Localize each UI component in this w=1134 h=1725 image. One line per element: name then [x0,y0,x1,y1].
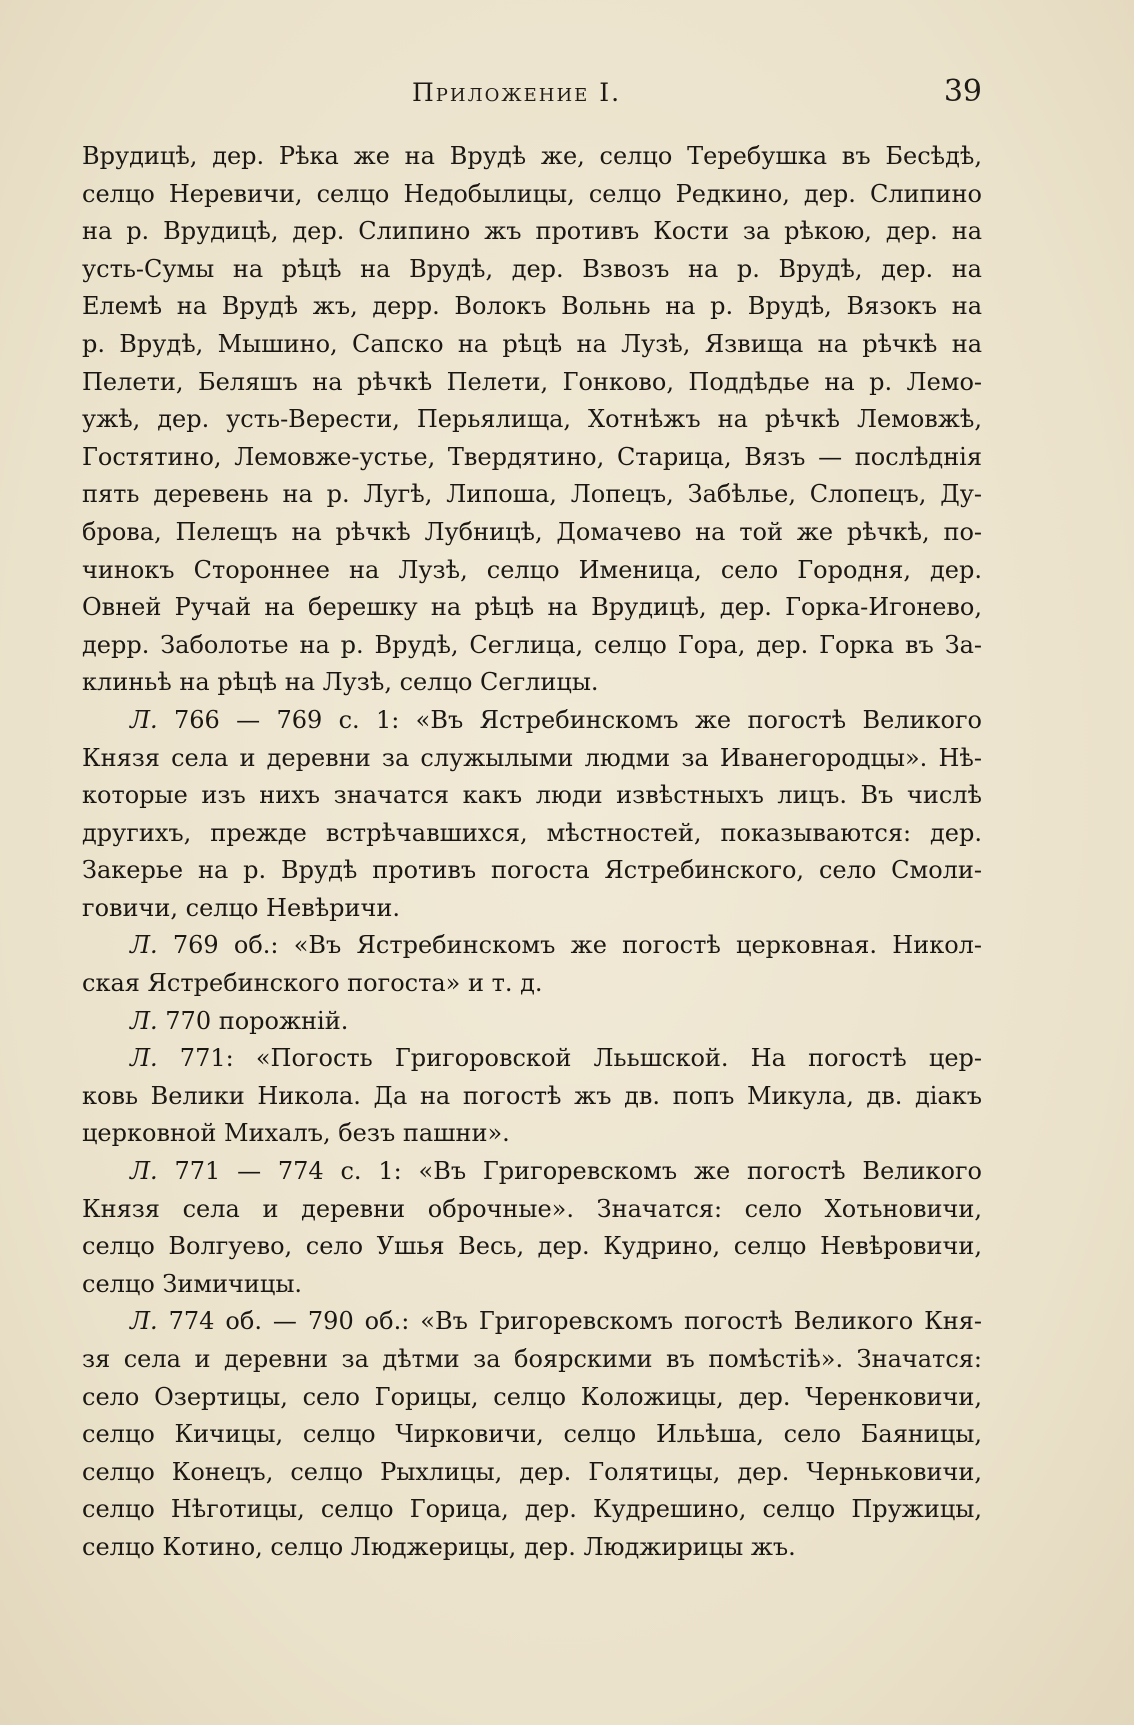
text-line: Овней Ручай на берешку на рѣцѣ на Врудицѣ, дер. Горка-Игонево, [82,593,982,622]
text-line: селцо Волгуево, село Ушья Весь, дер. Кудрино, селцо Невѣровичи, [82,1232,982,1261]
text-line: Пелети, Беляшъ на рѣчкѣ Пелети, Гонково, Поддѣдье на р. Лемо- [82,367,982,396]
text-line: Князя села и деревни за служылыми людми за Иванегородцы». Нѣ- [82,743,982,772]
text-line: ская Ястребинского погоста» и т. д. [82,969,543,998]
text-line-content: 771 — 774 с. 1: «Въ Григоревскомъ же погостѣ Великого [157,1157,982,1186]
page-number: 39 [943,74,982,109]
sheet-reference: Л. [130,1044,158,1073]
text-line: селцо Котино, селцо Люджерицы, дер. Люджирицы жъ. [82,1532,796,1561]
text-line: Гостятино, Лемовже-устье, Твердятино, Старица, Вязъ — послѣднія [82,442,982,471]
text-line: ужѣ, дер. усть-Верести, Перьялища, Хотнѣжъ на рѣчкѣ Лемовжѣ, [82,405,982,434]
paragraph [82,927,982,1002]
text-line: другихъ, прежде встрѣчавшихся, мѣстностей, показываются: дер. [82,818,982,847]
text-line: клиньѣ на рѣцѣ на Лузѣ, селцо Сеглицы. [82,668,599,697]
text-line-content: 769 об.: «Въ Ястребинскомъ же погостѣ церковная. Никол- [157,931,982,960]
text-line: дерр. Заболотье на р. Врудѣ, Сеглица, селцо Гора, дер. Горка въ За- [82,630,982,659]
text-line: зя села и деревни за дѣтми за боярскими въ помѣстіѣ». Значатся: [82,1345,982,1373]
paragraph [82,1003,982,1041]
text-line: усть-Сумы на рѣцѣ на Врудѣ, дер. Взвозъ на р. Врудѣ, дер. на [82,254,982,283]
sheet-reference: Л. [130,705,158,734]
text-line-content: 774 об. — 790 об.: «Въ Григоревскомъ погостѣ Великого Кня- [157,1307,982,1336]
text-line: чинокъ Стороннее на Лузѣ, селцо Именица, село Городня, дер. [82,555,982,584]
text-line: селцо Конецъ, селцо Рыхлицы, дер. Голятицы, дер. Черньковичи, [82,1457,982,1486]
paragraph [82,138,982,702]
text-line: церковной Михалъ, безъ пашни». [82,1119,510,1148]
text-line: Врудицѣ, дер. Рѣка же на Врудѣ же, селцо Теребушка въ Бесѣдѣ, [82,142,982,170]
sheet-reference: Л. [130,931,158,960]
text-line: селцо Неревичи, селцо Недобылицы, селцо Редкино, дер. Слипино [82,179,982,208]
text-line-content: 770 порожній. [157,1006,349,1035]
text-line: селцо Нѣготицы, селцо Горица, дер. Кудрешино, селцо Пружицы, [82,1495,982,1524]
text-line: Князя села и деревни оброчные». Значатся: село Хотьновичи, [82,1194,982,1223]
text-line: брова, Пелещъ на рѣчкѣ Лубницѣ, Домачево на той же рѣчкѣ, по- [82,517,982,546]
text-line: Елемѣ на Врудѣ жъ, дерр. Волокъ Вольнь на р. Врудѣ, Вязокъ на [82,292,982,321]
text-line-content: 766 — 769 с. 1: «Въ Ястребинскомъ же погостѣ Великого [157,705,982,734]
paragraph [82,1153,982,1303]
text-line: село Озертицы, село Горицы, селцо Коложицы, дер. Черенковичи, [82,1382,982,1411]
paragraph [82,702,982,928]
text-line: которые изъ нихъ значатся какъ люди извѣстныхъ лицъ. Въ числѣ [82,781,982,810]
text-line [82,1040,982,1078]
text-line [82,702,982,740]
sheet-reference: Л. [130,1006,158,1035]
text-line [82,1153,982,1191]
sheet-reference: Л. [130,1157,158,1186]
text-line: селцо Кичицы, селцо Чирковичи, селцо Ильѣша, село Баяницы, [82,1420,982,1449]
text-line [82,1303,982,1341]
text-line: на р. Врудицѣ, дер. Слипино жъ противъ Кости за рѣкою, дер. на [82,217,982,246]
running-title: Приложение I. [412,78,622,107]
text-line: Закерье на р. Врудѣ противъ погоста Ястребинского, село Смоли- [82,856,982,885]
text-line: р. Врудѣ, Мышино, Сапско на рѣцѣ на Лузѣ, Язвища на рѣчкѣ на [82,329,982,358]
page-header [82,74,982,118]
paragraph [82,1040,982,1153]
text-line [82,1003,982,1041]
text-line-content: 771: «Погость Григоровской Лььшской. На погостѣ цер- [157,1044,982,1073]
text-line [82,927,982,965]
paragraph [82,1303,982,1566]
text-line: селцо Зимичицы. [82,1269,303,1298]
body-text [82,138,982,1567]
text-line: пять деревень на р. Лугѣ, Липоша, Лопецъ, Забѣлье, Слопецъ, Ду- [82,480,982,509]
sheet-reference: Л. [130,1307,158,1336]
text-line: говичи, селцо Невѣричи. [82,893,401,922]
text-line: ковь Велики Никола. Да на погостѣ жъ дв. попъ Микула, дв. діакъ [82,1081,982,1110]
